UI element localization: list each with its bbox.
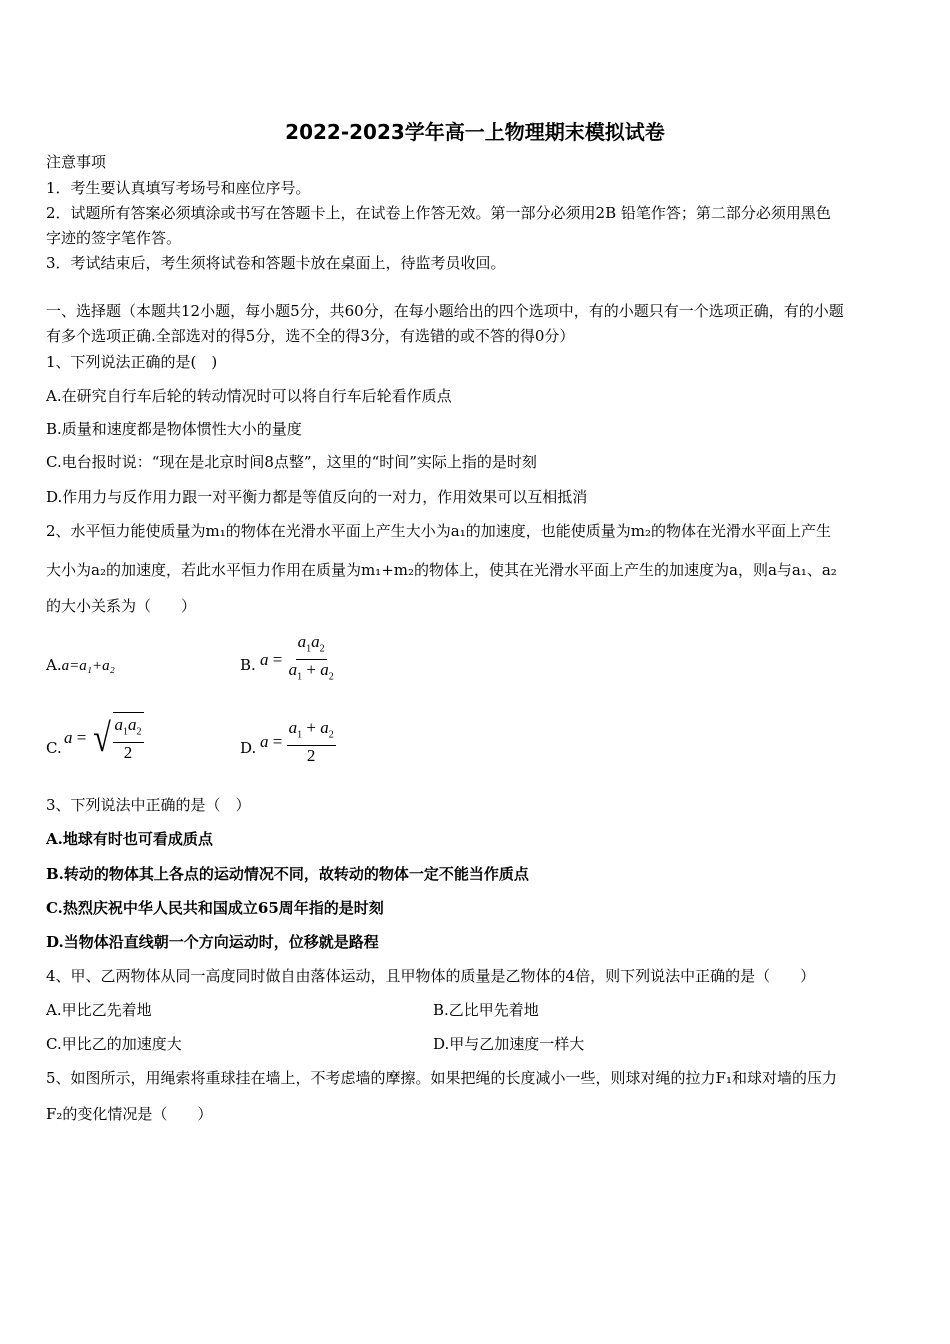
q2-option-a-formula: a=a₁+a₂ xyxy=(61,658,115,674)
q3-option-a: A.地球有时也可看成质点 xyxy=(46,830,213,848)
q2-stem-line3: 的大小关系为（ ） xyxy=(46,597,197,615)
section-instructions: 有多个选项正确.全部选对的得5分，选不全的得3分，有选错的或不答的得0分） xyxy=(46,327,575,345)
q2-option-c-formula: a = √ $\frac{a_1a_2}{2}$ xyxy=(64,712,144,763)
q5-stem-line2: F₂的变化情况是（ ） xyxy=(46,1105,213,1123)
notice-item: 3．考试结束后，考生须将试卷和答题卡放在桌面上，待监考员收回。 xyxy=(46,254,506,272)
q2-option-a-label: A. xyxy=(46,656,62,674)
q2-option-d-formula: a = $\frac{a_1 + a_2}{2}$ xyxy=(260,718,334,766)
q4-option-d: D.甲与乙加速度一样大 xyxy=(433,1035,585,1053)
q3-option-c: C.热烈庆祝中华人民共和国成立65周年指的是时刻 xyxy=(46,899,384,917)
q2-option-b-label: B. xyxy=(240,656,256,674)
q3-option-b: B.转动的物体其上各点的运动情况不同，故转动的物体一定不能当作质点 xyxy=(46,865,529,883)
q4-option-b: B.乙比甲先着地 xyxy=(433,1001,539,1019)
notice-item: 字迹的签字笔作答。 xyxy=(46,229,182,247)
q2-option-c-label: C. xyxy=(46,739,62,757)
q2-option-a xyxy=(46,655,115,676)
q1-stem: 1、下列说法正确的是( ) xyxy=(46,353,218,371)
q2-option-d-label: D. xyxy=(240,739,257,757)
notice-heading: 注意事项 xyxy=(46,153,107,171)
q4-option-c: C.甲比乙的加速度大 xyxy=(46,1035,182,1053)
notice-item: 2．试题所有答案必须填涂或书写在答题卡上，在试卷上作答无效。第一部分必须用2B 铅笔作答；第二部分必须用黑色 xyxy=(46,204,831,222)
q5-stem-line1: 5、如图所示，用绳索将重球挂在墙上，不考虑墙的摩擦。如果把绳的长度减小一些，则球对绳的拉力F₁和球对墙的压力 xyxy=(46,1069,837,1087)
section-instructions: 一、选择题（本题共12小题，每小题5分，共60分，在每小题给出的四个选项中，有的小题只有一个选项正确，有的小题 xyxy=(46,302,844,320)
q4-option-a: A.甲比乙先着地 xyxy=(46,1001,152,1019)
q2-stem-line2: 大小为a₂的加速度，若此水平恒力作用在质量为m₁+m₂的物体上，使其在光滑水平面上产生的加速度为a，则a与a₁、a₂ xyxy=(46,561,837,579)
q2-stem-line1: 2、水平恒力能使质量为m₁的物体在光滑水平面上产生大小为a₁的加速度，也能使质量为m₂的物体在光滑水平面上产生 xyxy=(46,522,831,540)
page-title: 2022-2023学年高一上物理期末模拟试卷 xyxy=(285,120,665,144)
q1-option-d: D.作用力与反作用力跟一对平衡力都是等值反向的一对力，作用效果可以互相抵消 xyxy=(46,488,588,506)
q3-stem: 3、下列说法中正确的是（ ） xyxy=(46,796,251,814)
q1-option-b: B.质量和速度都是物体惯性大小的量度 xyxy=(46,420,302,438)
q2-option-b-formula: a = $\frac{a_1a_2}{a_1 + a_2}$ xyxy=(260,632,334,683)
q1-option-c: C.电台报时说：“现在是北京时间8点整”，这里的“时间”实际上指的是时刻 xyxy=(46,453,537,471)
q1-option-a: A.在研究自行车后轮的转动情况时可以将自行车后轮看作质点 xyxy=(46,387,452,405)
q3-option-d: D.当物体沿直线朝一个方向运动时，位移就是路程 xyxy=(46,933,379,951)
q4-stem: 4、甲、乙两物体从同一高度同时做自由落体运动，且甲物体的质量是乙物体的4倍，则下列说法中正确的是（ ） xyxy=(46,967,816,985)
notice-item: 1．考生要认真填写考场号和座位序号。 xyxy=(46,179,311,197)
